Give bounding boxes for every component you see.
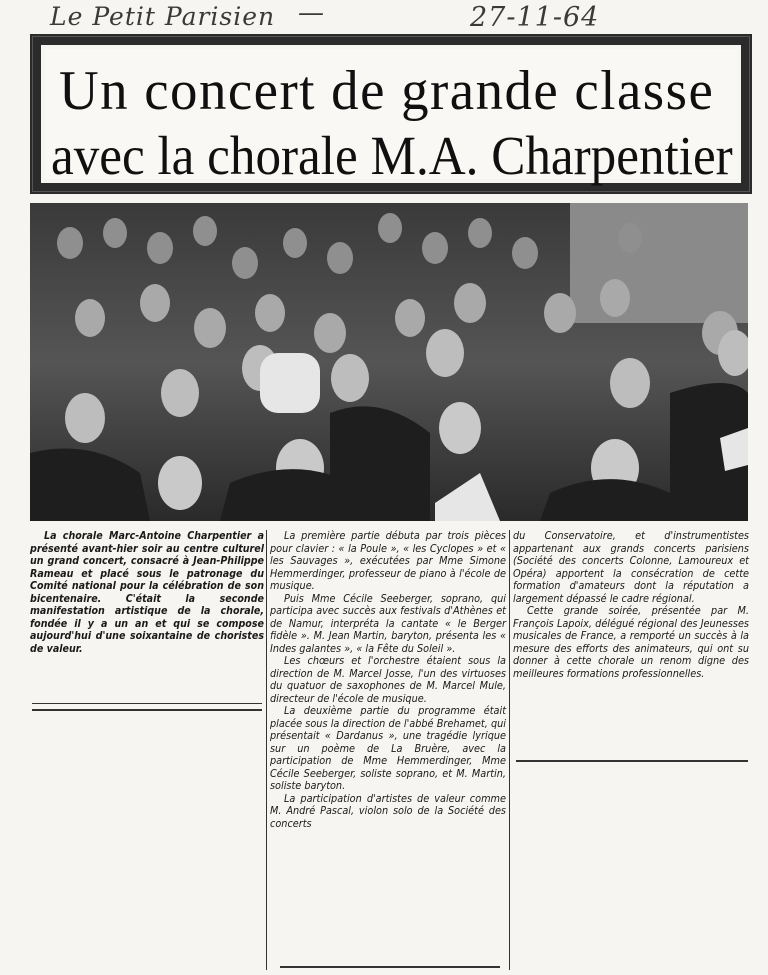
- article-column-2: [270, 530, 506, 830]
- handwritten-source: Le Petit Parisien: [50, 2, 276, 31]
- column-2-paragraph: La participation d'artistes de valeur comme M. André Pascal, violon solo de la Société des concerts: [270, 791, 506, 830]
- column-divider: [266, 530, 267, 970]
- column-2-paragraph: Les chœurs et l'orchestre étaient sous la direction de M. Marcel Josse, l'un des virtuoses du quatuor de saxophones de M. Marcel Mule, directeur de l'école de musique.: [270, 654, 506, 705]
- audience-photo-icon: [30, 203, 748, 521]
- column-3-paragraph: Cette grande soirée, présentée par M. François Lapoix, délégué régional des Jeunesses musicales de France, a remporté un succès à la mesure des efforts des animateurs, qui ont su donner à cette chorale un renom digne des meilleures formations professionnelles.: [513, 604, 749, 680]
- handwritten-dash: —: [298, 0, 325, 28]
- column-2-paragraph: Puis Mme Cécile Seeberger, soprano, qui participa avec succès aux festivals d'Athènes et de Namur, interpréta la cantate « le Berger fidèle ». M. Jean Martin, baryton, présenta les « Indes galantes », « la Fête du Soleil ».: [270, 591, 506, 655]
- headline-line-1: Un concert de grande classe: [59, 60, 715, 122]
- column-1-paragraph: La chorale Marc-Antoine Charpentier a présenté avant-hier soir au centre culturel un grand concert, consacré à Jean-Philippe Rameau et placé sous le patronage du Comité national pour la célébration de son bicentenaire. C'était la seconde manifestation artistique de la chorale, fondée il y a un an et qui se compose aujourd'hui d'une soixantaine de choristes de valeur.: [30, 530, 264, 655]
- audience-photo: [30, 203, 748, 521]
- headline-panel: [45, 49, 737, 186]
- column-3-paragraph: du Conservatoire, et d'instrumentistes appartenant aux grands concerts parisiens (Société des concerts Colonne, Lamoureux et Opéra) apportent la consécration de cette formation d'amateurs dont la réputation a largement dépassé le cadre régional.: [513, 529, 749, 605]
- end-rule: [280, 966, 500, 968]
- column-2-paragraph: La deuxième partie du programme était placée sous la direction de l'abbé Brehamet, qui présentait « Dardanus », une tragédie lyrique sur un poème de La Bruère, avec la participation de Mme Hemmerdinger, Mme Cécile Seeberger, soliste soprano, et M. Martin, soliste baryton.: [270, 704, 506, 792]
- article-column-3: [513, 530, 749, 680]
- article-column-1: [30, 530, 264, 655]
- column-2-paragraph: La première partie débuta par trois pièces pour clavier : « la Poule », « les Cyclopes » et « les Sauvages », exécutées par Mme Simone Hemmerdinger, professeur de piano à l'école de musique.: [270, 529, 506, 592]
- column-divider: [509, 530, 510, 970]
- end-rule: [516, 760, 748, 762]
- end-rule: [32, 709, 262, 711]
- handwritten-date: 27-11-64: [470, 2, 600, 33]
- end-rule: [32, 703, 262, 704]
- headline-line-2: avec la chorale M.A. Charpentier: [51, 125, 733, 186]
- headline-frame: [30, 34, 752, 194]
